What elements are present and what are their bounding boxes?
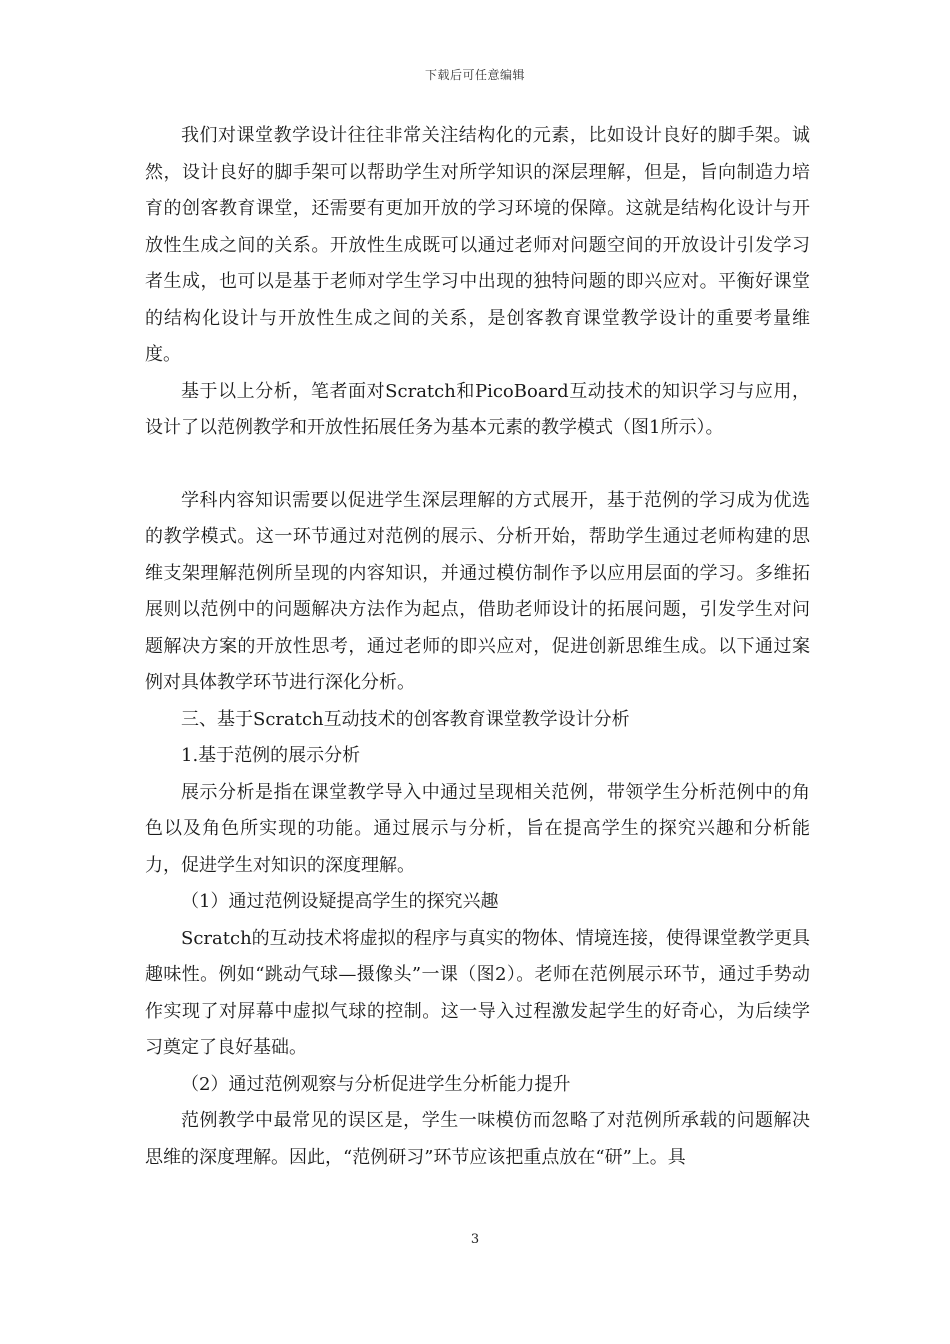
subheading-1: 1.基于范例的展示分析 (181, 745, 361, 766)
section-heading-3: 三、基于Scratch互动技术的创客教育课堂教学设计分析 (181, 708, 630, 730)
paragraph-example-learning: 学科内容知识需要以促进学生深层理解的方式展开，基于范例的学习成为优选的教学模式。这一环节通过对范例的展示、分析开始，帮助学生通过老师构建的思维支架理解范例所呈现的内容知识，并通过模仿制作予以应用层面的学习。多维拓展则以范例中的问题解决方法作为起点，借助老师设计的拓展问题，引发学生对问题解决方案的开放性思考，通过老师的即兴应对，促进创新思维生成。以下通过案例对具体教学环节进行深化分析。 (145, 489, 810, 693)
paragraph-teaching-model: 基于以上分析，笔者面对Scratch和PicoBoard互动技术的知识学习与应用，设计了以范例教学和开放性拓展任务为基本元素的教学模式（图1所示）。 (145, 380, 810, 438)
page-header: 下载后可任意编辑 (424, 68, 525, 82)
paragraph-structured-design: 我们对课堂教学设计往往非常关注结构化的元素，比如设计良好的脚手架。诚然，设计良好的脚手架可以帮助学生对所学知识的深层理解，但是，旨向制造力培育的创客教育课堂，还需要有更加开放的学习环境的保障。这就是结构化设计与开放性生成之间的关系。开放性生成既可以通过老师对问题空间的开放设计引发学习者生成，也可以是基于老师对学生学习中出现的独特问题的即兴应对。平衡好课堂的结构化设计与开放性生成之间的关系，是创客教育课堂教学设计的重要考量维度。 (145, 125, 810, 365)
paragraph-scratch-interaction: Scratch的互动技术将虚拟的程序与真实的物体、情境连接，使得课堂教学更具趣味性。例如“跳动气球—摄像头”一课（图2）。老师在范例展示环节，通过手势动作实现了对屏幕中虚拟气球的控制。这一导入过程激发起学生的好奇心，为后续学习奠定了良好基础。 (145, 927, 810, 1058)
subheading-1-1: （1）通过范例设疑提高学生的探究兴趣 (181, 891, 499, 912)
paragraph-showcase-analysis: 展示分析是指在课堂教学导入中通过呈现相关范例，带领学生分析范例中的角色以及角色所实现的功能。通过展示与分析，旨在提高学生的探究兴趣和分析能力，促进学生对知识的深度理解。 (145, 781, 810, 876)
page-number: 3 (470, 1232, 480, 1247)
body-text (145, 118, 810, 1176)
paragraph-example-misconception: 范例教学中最常见的误区是，学生一味模仿而忽略了对范例所承载的问题解决思维的深度理解。因此，“范例研习”环节应该把重点放在“研”上。具 (145, 1110, 810, 1168)
subheading-1-2: （2）通过范例观察与分析促进学生分析能力提升 (181, 1073, 571, 1095)
